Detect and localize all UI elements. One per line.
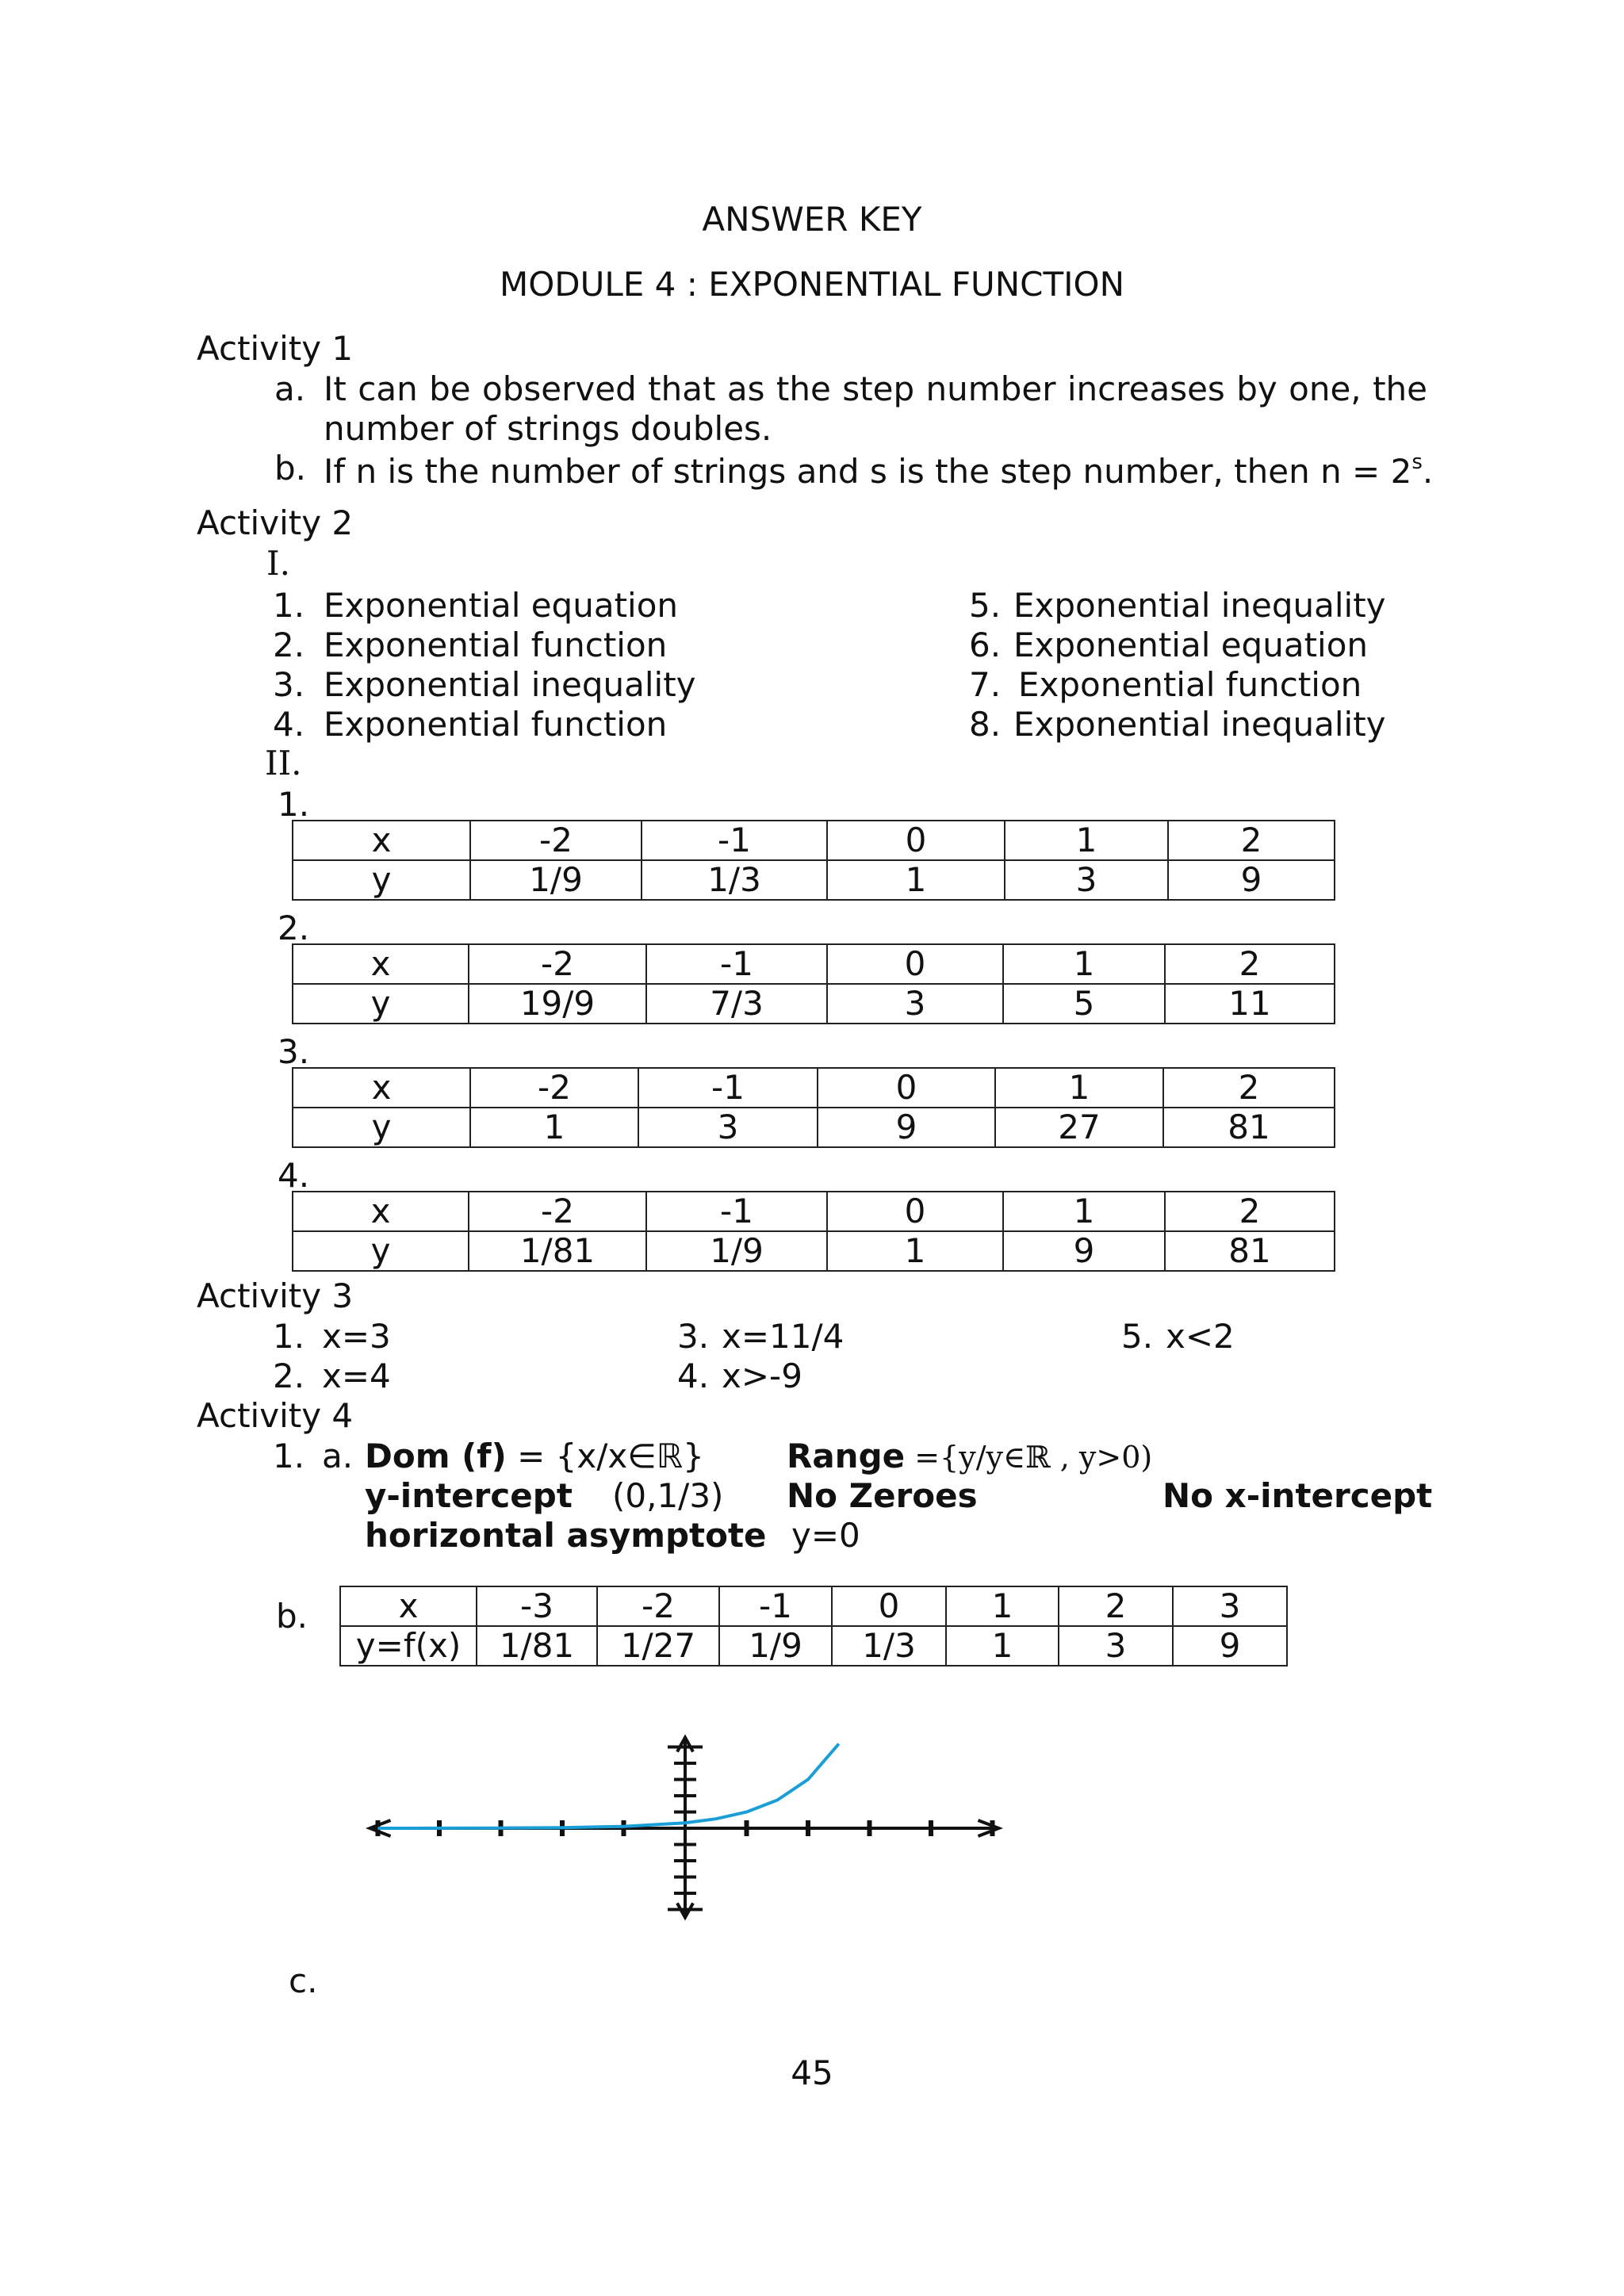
domain-value: = {x/x∈ℝ} [506,1437,704,1475]
table-cell: -2 [469,944,646,984]
values-table-1 [292,820,1335,901]
activity-2-heading: Activity 2 [197,503,354,542]
table-cell: 3 [638,1108,818,1147]
table-cell: x [293,944,469,984]
table-cell: 9 [1173,1626,1287,1666]
list-item [273,665,828,705]
activity-4-c-marker: c. [289,1961,318,2000]
y-intercept-label: y-intercept [365,1476,573,1515]
table-cell: y [293,1108,470,1147]
horizontal-asymptote-label: horizontal asymptote [365,1516,767,1555]
table-cell: -2 [470,1068,638,1108]
activity-1-b-line [324,450,1434,491]
item-number: 3. [677,1317,710,1356]
item-text: x=3 [322,1317,391,1356]
activity-1-a-line2: number of strings doubles. [324,409,772,448]
module-title: MODULE 4 : EXPONENTIAL FUNCTION [500,265,1124,304]
table-cell: 1 [827,860,1005,900]
table-cell: x [293,1068,470,1108]
table-row [293,1108,1335,1147]
table-cell: 1 [1005,821,1168,860]
page-number: 45 [791,2053,833,2092]
item-number: 4. [273,705,305,744]
list-item [969,665,1445,705]
list-item [969,586,1445,626]
activity-2-part-1-right-list [969,586,1445,744]
table-cell: -1 [719,1586,832,1626]
activity-3-heading: Activity 3 [197,1276,354,1315]
range-line [787,1437,1153,1475]
table-cell: -3 [477,1586,597,1626]
table-cell: 2 [1168,821,1335,860]
table-cell: 1 [995,1068,1163,1108]
item-text: x=4 [322,1357,391,1395]
item-number: 5. [969,586,1002,625]
activity-4-b-marker: b. [276,1597,308,1636]
y-intercept-value: (0,1/3) [612,1476,724,1515]
domain-label: Dom (f) [365,1437,507,1475]
table-cell: 1/27 [597,1626,719,1666]
table-row [293,860,1335,900]
table-cell: 81 [1165,1231,1335,1271]
table-cell: x [293,1192,469,1231]
activity-2-part-1-left-list [273,586,828,744]
no-x-intercept: No x-intercept [1162,1476,1433,1515]
table-cell: 1 [946,1586,1059,1626]
item-number: 2. [273,626,305,664]
table-cell: x [293,821,470,860]
domain-line [365,1437,704,1475]
table-cell: -2 [470,821,642,860]
table-cell: 0 [827,1192,1003,1231]
table-cell: 0 [832,1586,946,1626]
activity-4-item-number: 1. [273,1437,305,1475]
table-cell: 2 [1163,1068,1335,1108]
list-item [273,586,828,626]
item-number: 5. [1121,1317,1154,1356]
table-row [293,1192,1335,1231]
exponential-curve [378,1744,839,1829]
table-cell: 0 [827,821,1005,860]
table-cell: 2 [1165,1192,1335,1231]
item-number: 3. [273,665,305,704]
item-number: 1. [273,1317,305,1356]
item-number: 6. [969,626,1002,664]
activity-1-heading: Activity 1 [197,329,354,368]
activity-1-b-superscript: s [1411,450,1423,474]
table-cell: -1 [646,1192,827,1231]
table-row [293,984,1335,1024]
no-zeroes: No Zeroes [787,1476,978,1515]
table-row [293,1068,1335,1108]
item-text: x>-9 [722,1357,802,1395]
table-cell: 9 [1168,860,1335,900]
table-cell: 3 [1005,860,1168,900]
table-cell: y=f(x) [340,1626,477,1666]
function-values-table [339,1586,1288,1667]
table-row [293,821,1335,860]
table-cell: 2 [1165,944,1335,984]
table-cell: 1 [1003,1192,1165,1231]
activity-1-b-marker: b. [274,449,307,488]
item-number: 4. [677,1357,710,1395]
table-cell: 0 [827,944,1003,984]
table-cell: 3 [1173,1586,1287,1626]
table-2-label: 2. [278,909,310,947]
list-item [273,626,828,665]
activity-1-b-text: If n is the number of strings and s is the step number, then n = 2 [324,452,1412,491]
table-row [340,1586,1287,1626]
item-text: Exponential inequality [1013,586,1386,625]
table-cell: 1 [470,1108,638,1147]
horizontal-asymptote-value: y=0 [791,1516,860,1555]
item-number: 2. [273,1357,305,1395]
item-text: Exponential function [1018,665,1362,704]
table-cell: 11 [1165,984,1335,1024]
item-text: Exponential equation [1013,626,1369,664]
answer-key-title: ANSWER KEY [702,200,922,239]
list-item [273,1317,391,1356]
table-cell: -1 [646,944,827,984]
table-cell: y [293,1231,469,1271]
list-item [677,1317,845,1356]
table-cell: 2 [1059,1586,1173,1626]
table-cell: -2 [597,1586,719,1626]
item-text: Exponential inequality [324,665,696,704]
activity-1-a-line1: It can be observed that as the step number increases by one, the [324,369,1427,408]
item-text: Exponential function [324,626,668,664]
table-cell: -1 [642,821,827,860]
values-table-3 [292,1067,1335,1148]
table-cell: 1/9 [719,1626,832,1666]
activity-2-part-2-label: II. [265,744,302,783]
activity-1-b-period: . [1422,452,1434,491]
table-cell: 1/81 [469,1231,646,1271]
list-item [969,705,1445,744]
activity-2-part-1-label: I. [266,544,290,583]
table-3-label: 3. [278,1032,310,1071]
list-item [677,1357,802,1395]
list-item [273,705,828,744]
values-table-4 [292,1191,1335,1272]
table-cell: -1 [638,1068,818,1108]
table-cell: 1 [827,1231,1003,1271]
activity-1-a-marker: a. [274,369,306,408]
table-1-label: 1. [278,785,310,824]
table-cell: y [293,984,469,1024]
table-cell: 1/9 [470,860,642,900]
table-row [293,944,1335,984]
item-number: 1. [273,586,305,625]
list-item [273,1357,391,1395]
table-cell: 9 [1003,1231,1165,1271]
item-text: Exponential function [324,705,668,744]
activity-4-a-marker: a. [322,1437,354,1475]
table-row [293,1231,1335,1271]
table-cell: x [340,1586,477,1626]
table-cell: 1 [1003,944,1165,984]
activity-4-heading: Activity 4 [197,1396,354,1435]
item-text: x<2 [1166,1317,1235,1356]
list-item [969,626,1445,665]
values-table-2 [292,943,1335,1024]
table-cell: 9 [818,1108,995,1147]
table-cell: -2 [469,1192,646,1231]
table-4-label: 4. [278,1156,310,1195]
range-label: Range [787,1437,906,1475]
table-cell: 19/9 [469,984,646,1024]
table-cell: 7/3 [646,984,827,1024]
table-row [340,1626,1287,1666]
table-cell: 3 [1059,1626,1173,1666]
table-cell: 81 [1163,1108,1335,1147]
table-cell: 0 [818,1068,995,1108]
table-cell: 1 [946,1626,1059,1666]
item-text: Exponential inequality [1013,705,1386,744]
table-cell: 1/3 [642,860,827,900]
table-cell: 5 [1003,984,1165,1024]
list-item [1121,1317,1235,1356]
table-cell: 3 [827,984,1003,1024]
item-text: Exponential equation [324,586,679,625]
table-cell: y [293,860,470,900]
table-cell: 1/3 [832,1626,946,1666]
table-cell: 1/81 [477,1626,597,1666]
range-value: ={y/y∈ℝ , y>0) [905,1440,1153,1475]
exponential-graph [349,1665,1015,1998]
item-number: 8. [969,705,1002,744]
table-cell: 27 [995,1108,1163,1147]
table-cell: 1/9 [646,1231,827,1271]
item-text: x=11/4 [722,1317,845,1356]
item-number: 7. [969,665,1002,704]
